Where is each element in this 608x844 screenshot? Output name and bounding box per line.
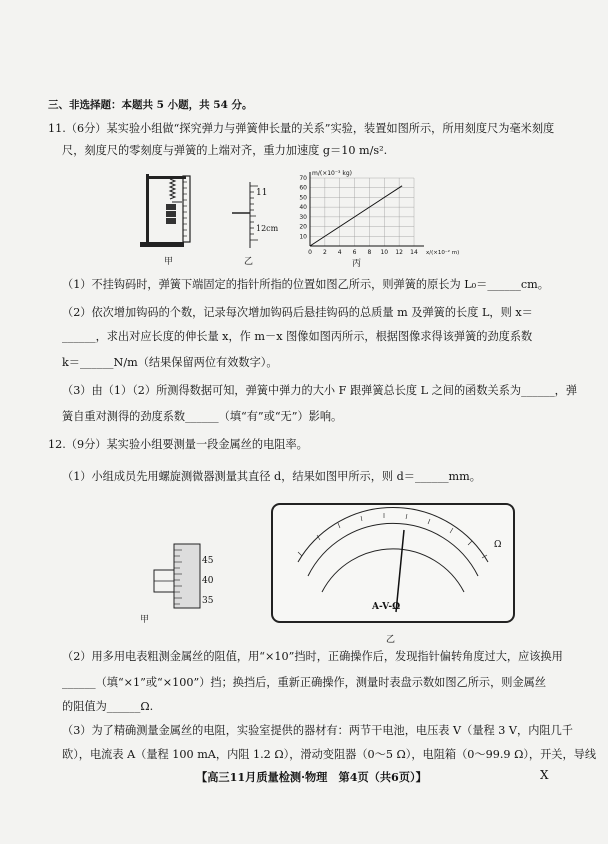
- x-tick-label: 4: [337, 249, 342, 256]
- q11-part-3-line-1: （3）由（1）（2）所测得数据可知，弹簧中弹力的大小 F 跟弹簧总长度 L 之间的函数关系为______，弹: [62, 384, 578, 397]
- q12-part-3-line-2: 欧），电流表 A（量程 100 mA，内阻 1.2 Ω），滑动变阻器（0～5 Ω），电阻箱（0～99.9 Ω），开关，导线: [62, 748, 597, 761]
- x-tick-label: 10: [380, 249, 389, 256]
- figure-jia-apparatus: [136, 170, 200, 267]
- q11-part-1: （1）不挂钩码时，弹簧下端固定的指针所指的位置如图乙所示，则弹簧的原长为 L₀＝______cm。: [62, 278, 549, 291]
- x-axis-label: x/(×10⁻² m): [426, 250, 460, 256]
- footer-mark: X: [540, 768, 549, 782]
- y-tick-label: 70: [299, 175, 307, 182]
- figure-yi-label: 乙: [244, 257, 254, 267]
- q12-part-2-line-3: 的阻值为______Ω.: [62, 700, 154, 713]
- q12-part-3-line-1: （3）为了精确测量金属丝的电阻，实验室提供的器材有：两节干电池，电压表 V（量程 3 V，内阻几千: [62, 724, 573, 737]
- y-tick-label: 10: [299, 233, 307, 241]
- figure-multimeter: [268, 500, 518, 645]
- q12-part-1: （1）小组成员先用螺旋测微器测量其直径 d，结果如图甲所示，则 d＝______mm。: [62, 470, 481, 483]
- section-header: 三、非选择题：本题共 5 小题，共 54 分。: [48, 99, 253, 111]
- figure-micrometer: [140, 540, 220, 625]
- apparatus-drawing: [136, 170, 200, 250]
- x-tick-label: 8: [367, 249, 372, 256]
- figure-micrometer-label: 甲: [140, 615, 150, 625]
- m-x-chart: [288, 166, 460, 264]
- q11-part-2-line-1: （2）依次增加钩码的个数，记录每次增加钩码后悬挂钩码的总质量 m 及弹簧的长度 L，则 x＝: [62, 306, 533, 319]
- micrometer-tick-40: 40: [202, 576, 214, 586]
- q11-part-2-line-2: ______，求出对应长度的伸长量 x，作 m－x 图像如图丙所示，根据图像求得该弹簧的劲度系数: [62, 330, 533, 343]
- y-tick-label: 40: [299, 204, 307, 212]
- y-axis-label: m/(×10⁻³ kg): [312, 170, 352, 177]
- figure-yi-ruler: [228, 180, 279, 267]
- x-tick-label: 2: [322, 249, 327, 256]
- micrometer-tick-45: 45: [202, 556, 214, 566]
- q12-stem: 12.（9分）某实验小组要测量一段金属丝的电阻率。: [48, 438, 308, 451]
- figure-bing-graph: [288, 166, 460, 269]
- q12-part-2-line-1: （2）用多用电表粗测金属丝的阻值，用“×10”挡时，正确操作后，发现指针偏转角度过大，应该换用: [62, 650, 563, 663]
- x-tick-label: 12: [395, 249, 403, 256]
- q12-part-2-line-2: ______（填“×1”或“×100”）挡；换挡后，重新正确操作，测量时表盘示数如图乙所示，则金属丝: [62, 676, 547, 689]
- page-footer: 【高三11月质量检测·物理 第4页（共6页）】: [196, 770, 427, 784]
- figure-jia-label: 甲: [164, 257, 174, 267]
- x-tick-label: 6: [352, 249, 357, 256]
- ruler-mark-12cm: 12cm: [256, 224, 279, 233]
- multimeter-ohm-symbol: Ω: [494, 540, 502, 550]
- y-tick-label: 50: [299, 194, 307, 202]
- series-line: [310, 186, 402, 246]
- micrometer-tick-35: 35: [202, 596, 214, 606]
- x-tick-label: 14: [410, 249, 418, 256]
- q11-part-3-line-2: 簧自重对测得的劲度系数______（填“有”或“无”）影响。: [62, 410, 343, 423]
- multimeter-label: A-V-Ω: [372, 602, 401, 612]
- y-tick-label: 20: [299, 223, 307, 231]
- figure-bing-label: 丙: [352, 259, 362, 269]
- x-tick-label: 0: [308, 249, 312, 256]
- q11-part-2-line-3: k＝______N/m（结果保留两位有效数字）。: [62, 356, 278, 369]
- q11-stem-line-1: 11.（6分）某实验小组做“探究弹力与弹簧伸长量的关系”实验，装置如图所示，所用刻度尺为毫米刻度: [48, 122, 555, 135]
- figure-multimeter-label: 乙: [386, 635, 396, 645]
- ruler-mark-11: 11: [256, 188, 268, 198]
- y-tick-label: 60: [299, 184, 307, 192]
- q11-stem-line-2: 尺，刻度尺的零刻度与弹簧的上端对齐，重力加速度 g＝10 m/s².: [62, 144, 388, 157]
- y-tick-label: 30: [299, 213, 307, 221]
